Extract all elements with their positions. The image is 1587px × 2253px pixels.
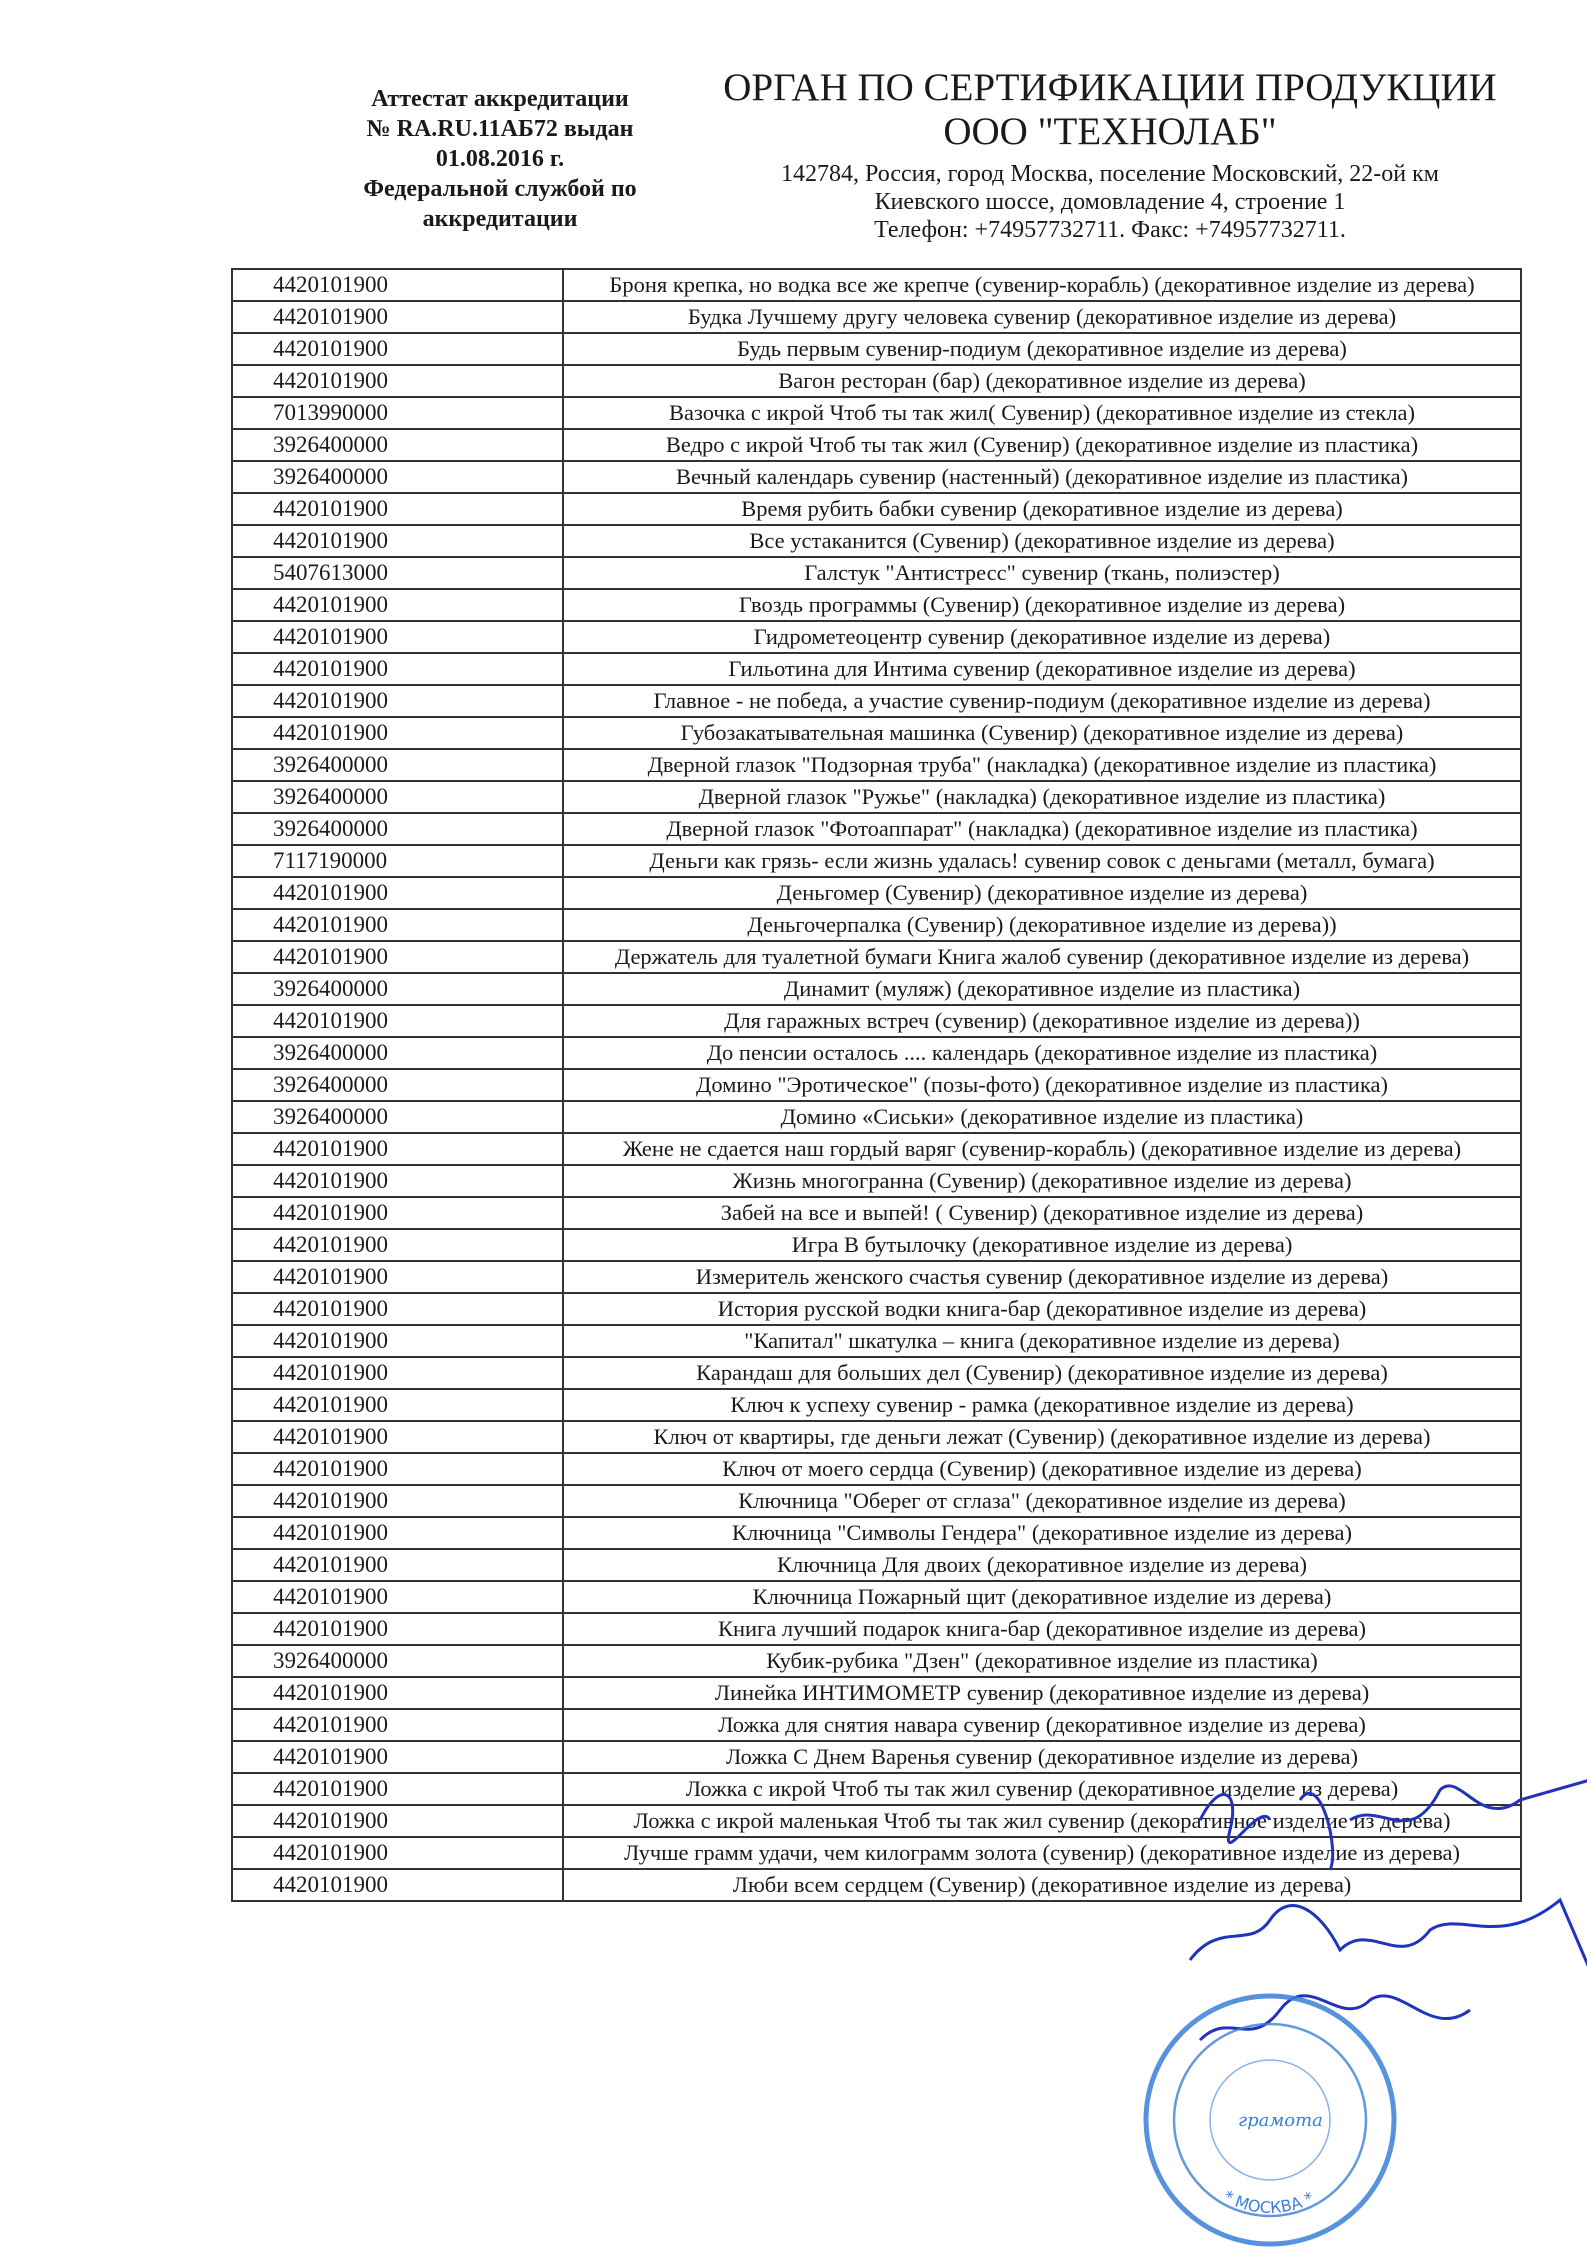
table-row (232, 1645, 1521, 1677)
accreditation-block (330, 84, 670, 234)
tnved-code: 4420101900 (232, 269, 563, 301)
tnved-code: 4420101900 (232, 525, 563, 557)
product-name: Вагон ресторан (бар) (декоративное изделие из дерева) (563, 365, 1521, 397)
product-name: Люби всем сердцем (Сувенир) (декоративное изделие из дерева) (563, 1869, 1521, 1901)
table-row (232, 1293, 1521, 1325)
product-name: Все устаканится (Сувенир) (декоративное изделие из дерева) (563, 525, 1521, 557)
tnved-code: 4420101900 (232, 365, 563, 397)
product-name: Линейка ИНТИМОМЕТР сувенир (декоративное изделие из дерева) (563, 1677, 1521, 1709)
table-row (232, 877, 1521, 909)
tnved-code: 4420101900 (232, 1805, 563, 1837)
table-row (232, 1517, 1521, 1549)
products-table (231, 268, 1522, 1902)
product-name: Дверной глазок "Фотоаппарат" (накладка) (декоративное изделие из пластика) (563, 813, 1521, 845)
product-name: Ложка С Днем Варенья сувенир (декоративное изделие из дерева) (563, 1741, 1521, 1773)
stamp-inner-text: грамота (1238, 2110, 1323, 2131)
product-name: Жене не сдается наш гордый варяг (сувенир-корабль) (декоративное изделие из дерева) (563, 1133, 1521, 1165)
tnved-code: 4420101900 (232, 1165, 563, 1197)
tnved-code: 3926400000 (232, 1069, 563, 1101)
tnved-code: 3926400000 (232, 973, 563, 1005)
table-row (232, 845, 1521, 877)
table-row (232, 1005, 1521, 1037)
tnved-code: 4420101900 (232, 1421, 563, 1453)
product-name: Гильотина для Интима сувенир (декоративное изделие из дерева) (563, 653, 1521, 685)
accreditation-issuer-2: аккредитации (422, 206, 578, 232)
organization-title: ОРГАН ПО СЕРТИФИКАЦИИ ПРОДУКЦИИ (723, 66, 1497, 109)
tnved-code: 4420101900 (232, 653, 563, 685)
product-name: Дверной глазок "Подзорная труба" (накладка) (декоративное изделие из пластика) (563, 749, 1521, 781)
tnved-code: 3926400000 (232, 1645, 563, 1677)
tnved-code: 4420101900 (232, 1261, 563, 1293)
table-row (232, 1421, 1521, 1453)
product-name: Время рубить бабки сувенир (декоративное изделие из дерева) (563, 493, 1521, 525)
tnved-code: 4420101900 (232, 909, 563, 941)
table-row (232, 525, 1521, 557)
table-row (232, 1357, 1521, 1389)
table-row (232, 461, 1521, 493)
tnved-code: 4420101900 (232, 1613, 563, 1645)
product-name: Измеритель женского счастья сувенир (декоративное изделие из дерева) (563, 1261, 1521, 1293)
table-row (232, 269, 1521, 301)
table-row (232, 1581, 1521, 1613)
product-name: Вазочка с икрой Чтоб ты так жил( Сувенир) (декоративное изделие из стекла) (563, 397, 1521, 429)
product-name: Забей на все и выпей! ( Сувенир) (декоративное изделие из дерева) (563, 1197, 1521, 1229)
product-name: Ложка с икрой Чтоб ты так жил сувенир (декоративное изделие из дерева) (563, 1773, 1521, 1805)
tnved-code: 4420101900 (232, 589, 563, 621)
product-name: Дверной глазок "Ружье" (накладка) (декоративное изделие из пластика) (563, 781, 1521, 813)
product-name: Будка Лучшему другу человека сувенир (декоративное изделие из дерева) (563, 301, 1521, 333)
table-row (232, 557, 1521, 589)
product-name: Динамит (муляж) (декоративное изделие из пластика) (563, 973, 1521, 1005)
table-row (232, 365, 1521, 397)
tnved-code: 4420101900 (232, 1517, 563, 1549)
product-name: Для гаражных встреч (сувенир) (декоративное изделие из дерева)) (563, 1005, 1521, 1037)
table-row (232, 1069, 1521, 1101)
product-name: Ключница Пожарный щит (декоративное изделие из дерева) (563, 1581, 1521, 1613)
tnved-code: 4420101900 (232, 1773, 563, 1805)
tnved-code: 3926400000 (232, 461, 563, 493)
product-name: Деньгомер (Сувенир) (декоративное изделие из дерева) (563, 877, 1521, 909)
table-row (232, 1261, 1521, 1293)
tnved-code: 4420101900 (232, 1357, 563, 1389)
tnved-code: 4420101900 (232, 1709, 563, 1741)
accreditation-issuer: Федеральной службой по (363, 176, 637, 202)
tnved-code: 3926400000 (232, 1037, 563, 1069)
tnved-code: 4420101900 (232, 1229, 563, 1261)
tnved-code: 4420101900 (232, 941, 563, 973)
product-name: Кубик-рубика "Дзен" (декоративное изделие из пластика) (563, 1645, 1521, 1677)
tnved-code: 3926400000 (232, 749, 563, 781)
tnved-code: 4420101900 (232, 1741, 563, 1773)
tnved-code: 4420101900 (232, 1549, 563, 1581)
table-row (232, 941, 1521, 973)
product-name: Броня крепка, но водка все же крепче (сувенир-корабль) (декоративное изделие из дерева) (563, 269, 1521, 301)
product-name: Губозакатывательная машинка (Сувенир) (декоративное изделие из дерева) (563, 717, 1521, 749)
tnved-code: 3926400000 (232, 813, 563, 845)
tnved-code: 4420101900 (232, 621, 563, 653)
table-row (232, 749, 1521, 781)
product-name: Деньгочерпалка (Сувенир) (декоративное изделие из дерева)) (563, 909, 1521, 941)
tnved-code: 4420101900 (232, 493, 563, 525)
accreditation-number: № RA.RU.11АБ72 выдан (366, 116, 634, 142)
table-row (232, 653, 1521, 685)
product-name: Книга лучший подарок книга-бар (декоративное изделие из дерева) (563, 1613, 1521, 1645)
table-row (232, 1613, 1521, 1645)
product-name: Ключ от квартиры, где деньги лежат (Сувенир) (декоративное изделие из дерева) (563, 1421, 1521, 1453)
table-row (232, 1101, 1521, 1133)
table-row (232, 909, 1521, 941)
product-name: Ключница Для двоих (декоративное изделие из дерева) (563, 1549, 1521, 1581)
table-row (232, 493, 1521, 525)
product-name: Вечный календарь сувенир (настенный) (декоративное изделие из пластика) (563, 461, 1521, 493)
product-name: Жизнь многогранна (Сувенир) (декоративное изделие из дерева) (563, 1165, 1521, 1197)
address-line-2: Киевского шоссе, домовладение 4, строение 1 (874, 189, 1346, 215)
tnved-code: 3926400000 (232, 429, 563, 461)
tnved-code: 4420101900 (232, 1485, 563, 1517)
tnved-code: 3926400000 (232, 1101, 563, 1133)
tnved-code: 4420101900 (232, 877, 563, 909)
tnved-code: 4420101900 (232, 1133, 563, 1165)
product-name: Ключница "Символы Гендера" (декоративное изделие из дерева) (563, 1517, 1521, 1549)
product-name: Ключница "Оберег от сглаза" (декоративное изделие из дерева) (563, 1485, 1521, 1517)
table-row (232, 1453, 1521, 1485)
product-name: "Капитал" шкатулка – книга (декоративное изделие из дерева) (563, 1325, 1521, 1357)
table-row (232, 685, 1521, 717)
tnved-code: 4420101900 (232, 1389, 563, 1421)
table-row (232, 1165, 1521, 1197)
product-name: История русской водки книга-бар (декоративное изделие из дерева) (563, 1293, 1521, 1325)
company-stamp (1140, 1990, 1400, 2250)
table-row (232, 301, 1521, 333)
product-name: Будь первым сувенир-подиум (декоративное изделие из дерева) (563, 333, 1521, 365)
tnved-code: 4420101900 (232, 1197, 563, 1229)
address-line-1: 142784, Россия, город Москва, поселение Московский, 22-ой км (781, 161, 1439, 187)
product-name: Ложка с икрой маленькая Чтоб ты так жил сувенир (декоративное изделие из дерева) (563, 1805, 1521, 1837)
stamp-text: * МОСКВА * (1220, 2186, 1317, 2218)
tnved-code: 5407613000 (232, 557, 563, 589)
product-name: Домино «Сиськи» (декоративное изделие из пластика) (563, 1101, 1521, 1133)
tnved-code: 4420101900 (232, 333, 563, 365)
tnved-code: 3926400000 (232, 781, 563, 813)
tnved-code: 4420101900 (232, 301, 563, 333)
product-name: Игра В бутылочку (декоративное изделие из дерева) (563, 1229, 1521, 1261)
product-name: Лучше грамм удачи, чем килограмм золота (сувенир) (декоративное изделие из дерева) (563, 1837, 1521, 1869)
table-row (232, 1549, 1521, 1581)
organization-header (700, 66, 1520, 244)
tnved-code: 7117190000 (232, 845, 563, 877)
organization-address (700, 160, 1520, 244)
table-row (232, 1677, 1521, 1709)
phone-fax: Телефон: +74957732711. Факс: +74957732711. (874, 217, 1346, 243)
tnved-code: 4420101900 (232, 685, 563, 717)
accreditation-date: 01.08.2016 г. (435, 146, 565, 172)
table-row (232, 621, 1521, 653)
product-name: Гвоздь программы (Сувенир) (декоративное изделие из дерева) (563, 589, 1521, 621)
table-row (232, 1133, 1521, 1165)
tnved-code: 7013990000 (232, 397, 563, 429)
table-row (232, 781, 1521, 813)
product-name: Ключ от моего сердца (Сувенир) (декоративное изделие из дерева) (563, 1453, 1521, 1485)
product-name: Деньги как грязь- если жизнь удалась! сувенир совок с деньгами (металл, бумага) (563, 845, 1521, 877)
table-row (232, 717, 1521, 749)
tnved-code: 4420101900 (232, 1677, 563, 1709)
table-row (232, 589, 1521, 621)
table-row (232, 397, 1521, 429)
table-row (232, 973, 1521, 1005)
product-name: Гидрометеоцентр сувенир (декоративное изделие из дерева) (563, 621, 1521, 653)
table-row (232, 1325, 1521, 1357)
product-name: До пенсии осталось .... календарь (декоративное изделие из пластика) (563, 1037, 1521, 1069)
product-name: Домино "Эротическое" (позы-фото) (декоративное изделие из пластика) (563, 1069, 1521, 1101)
tnved-code: 4420101900 (232, 717, 563, 749)
table-row (232, 1229, 1521, 1261)
product-name: Карандаш для больших дел (Сувенир) (декоративное изделие из дерева) (563, 1357, 1521, 1389)
tnved-code: 4420101900 (232, 1581, 563, 1613)
table-row (232, 1197, 1521, 1229)
tnved-code: 4420101900 (232, 1453, 563, 1485)
product-name: Главное - не победа, а участие сувенир-подиум (декоративное изделие из дерева) (563, 685, 1521, 717)
table-row (232, 429, 1521, 461)
product-name: Ложка для снятия навара сувенир (декоративное изделие из дерева) (563, 1709, 1521, 1741)
product-name: Галстук "Антистресс" сувенир (ткань, полиэстер) (563, 557, 1521, 589)
tnved-code: 4420101900 (232, 1837, 563, 1869)
organization-name: ООО "ТЕХНОЛАБ" (943, 110, 1277, 153)
tnved-code: 4420101900 (232, 1293, 563, 1325)
table-row (232, 1485, 1521, 1517)
accreditation-line: Аттестат аккредитации (371, 86, 629, 112)
tnved-code: 4420101900 (232, 1869, 563, 1901)
table-row (232, 1709, 1521, 1741)
product-name: Ключ к успеху сувенир - рамка (декоративное изделие из дерева) (563, 1389, 1521, 1421)
table-row (232, 1037, 1521, 1069)
tnved-code: 4420101900 (232, 1005, 563, 1037)
table-row (232, 1389, 1521, 1421)
product-name: Ведро с икрой Чтоб ты так жил (Сувенир) (декоративное изделие из пластика) (563, 429, 1521, 461)
product-name: Держатель для туалетной бумаги Книга жалоб сувенир (декоративное изделие из дерева) (563, 941, 1521, 973)
tnved-code: 4420101900 (232, 1325, 563, 1357)
table-row (232, 813, 1521, 845)
table-row (232, 333, 1521, 365)
